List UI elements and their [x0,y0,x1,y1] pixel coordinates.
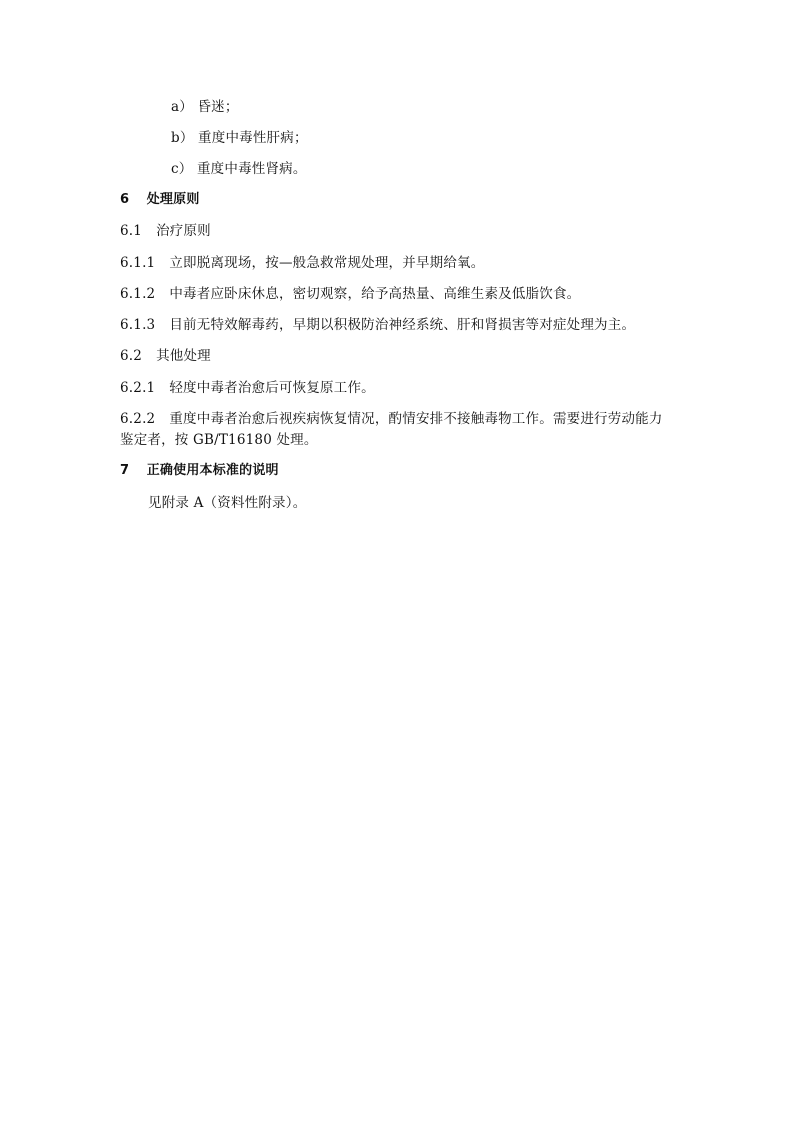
paragraph [148,493,306,513]
subsection-number: 6.1 [120,223,143,239]
clause-text: 立即脱离现场，按—般急救常规处理，并早期给氧。 [169,255,485,271]
list-item [171,159,307,179]
clause-number: 6.1.1 [120,255,156,271]
list-marker: a） [171,99,193,115]
section-heading [120,190,200,210]
list-marker: b） [171,130,194,146]
clause-number: 6.1.2 [120,286,156,302]
list-text: 重度中毒性肾病。 [196,161,307,177]
clause [120,409,663,429]
subsection-number: 6.2 [120,348,143,364]
section-title: 正确使用本标准的说明 [146,463,279,478]
clause [120,315,635,335]
clause [120,284,580,304]
clause [120,378,375,398]
section-number: 7 [120,463,130,478]
clause-number: 6.1.3 [120,317,156,333]
list-item [171,97,239,117]
clause [120,253,484,273]
list-item [171,128,308,148]
clause-text: 轻度中毒者治愈后可恢复原工作。 [169,380,375,396]
clause-text: 中毒者应卧床休息，密切观察，给予高热量、高维生素及低脂饮食。 [169,286,581,302]
clause-text: 鉴定者，按 GB/T16180 处理。 [120,432,318,448]
paragraph-text: 见附录 A（资料性附录）。 [148,495,307,511]
clause-text: 重度中毒者治愈后视疾病恢复情况，酌情安排不接触毒物工作。需要进行劳动能力 [169,411,663,427]
list-text: 重度中毒性肝病； [198,130,308,146]
list-marker: c） [171,161,193,177]
subsection-heading [120,346,211,366]
subsection-title: 其他处理 [156,348,211,364]
clause-number: 6.2.2 [120,411,156,427]
clause-continuation [120,430,318,450]
clause-text: 目前无特效解毒药，早期以积极防治神经系统、肝和肾损害等对症处理为主。 [169,317,636,333]
section-heading [120,461,279,481]
list-text: 昏迷； [197,99,239,115]
subsection-heading [120,221,211,241]
subsection-title: 治疗原则 [156,223,211,239]
section-title: 处理原则 [146,192,200,207]
section-number: 6 [120,192,130,207]
clause-number: 6.2.1 [120,380,156,396]
